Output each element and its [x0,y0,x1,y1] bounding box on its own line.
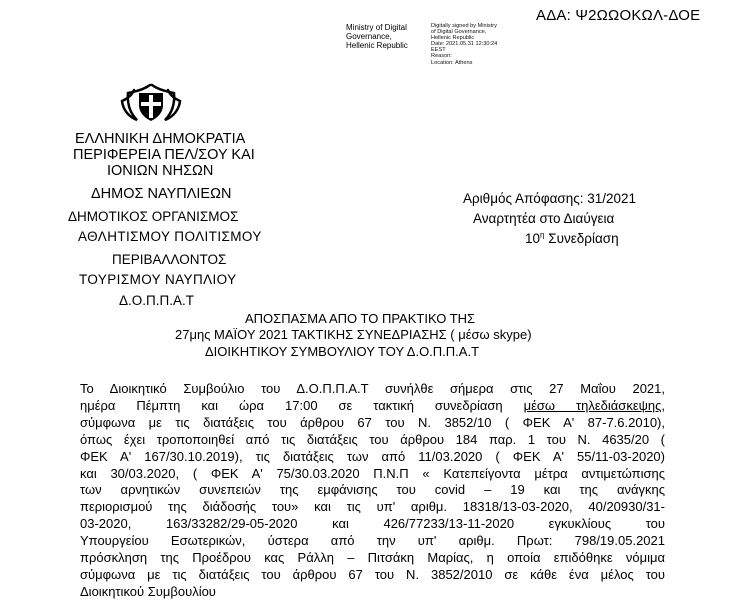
body-line: πρόσκληση της Προέδρου κας Ράλλη – Πιτσάκη Μαρίας, η οποία επιδόθηκε νόμιμα [80,550,665,566]
header-line: ΑΘΛΗΤΙΣΜΟΥ ΠΟΛΙΤΙΣΜΟΥ [78,229,262,244]
signature-detail-line: Reason: [431,53,452,60]
body-line: και 30/03.2020, ( ΦΕΚ Α' 75/30.03.2020 Π.Ν.Π « Κατεπείγοντα μέτρα αντιμετώπισης [80,465,665,481]
body-line: σύμφωνα με τις διατάξεις του άρθρου 67 του Ν. 3852/2010 σε κάθε ένα μέλος του [80,566,665,582]
body-line-text: ημέρα Πέμπτη και ώρα 17:00 σε τακτική συνεδρίαση [80,397,503,413]
header-line: ΔΗΜΟΣ ΝΑΥΠΛΙΕΩΝ [91,186,232,202]
signature-detail-line: Hellenic Republic [431,35,475,42]
header-line: ΠΕΡΙΦΕΡΕΙΑ ΠΕΛ/ΣΟΥ ΚΑΙ [73,147,255,163]
body-line: περιορισμού της διάδοσής του» και τις υπ' αριθμ. 18318/13-03-2020, 40/20930/31- [80,499,665,515]
header-line: ΠΕΡΙΒΑΛΛΟΝΤΟΣ [112,252,227,267]
signature-org-line: Hellenic Republic [346,41,408,50]
signature-detail-line: Location: Athens [431,59,473,66]
greek-coat-of-arms-icon [120,80,182,124]
signature-details [431,23,497,66]
session-suffix: η [540,230,545,240]
body-line [80,398,665,415]
signature-org-line: Ministry of Digital [346,23,407,32]
body-line: Υπουργείου Εσωτερικών, ύστερα από την υπ' αριθμ. Πρωτ: 798/19.05.2021 [80,533,665,549]
session-label: Συνεδρίαση [548,231,619,246]
teleconference-text: μέσω τηλεδιάσκεψης, [523,397,665,413]
signature-org [346,23,408,50]
body-line: όπως έχει τροποποιηθεί από τις διατάξεις του άρθρου 184 παρ. 1 του Ν. 4635/20 ( [80,431,665,447]
header-line: ΙΟΝΙΩΝ ΝΗΣΩΝ [107,163,214,179]
body-line: ΦΕΚ Α' 167/30.10.2019), τις διατάξεις των από 11/03.2020 ( ΦΕΚ Α' 55/11-03-2020) [80,448,665,464]
body-line: Το Διοικητικό Συμβούλιο του Δ.Ο.Π.Π.Α.Τ συνήλθε σήμερα στις 27 Μαΐου 2021, [80,381,665,396]
signature-org-line: Governance, [346,32,392,41]
title-line: ΔΙΟΙΚΗΤΙΚΟΥ ΣΥΜΒΟΥΛΙΟΥ ΤΟΥ Δ.Ο.Π.Π.Α.Τ [205,344,480,359]
signature-detail-line: Digitally signed by Ministry [431,23,497,29]
body-line: των αρνητικών συνεπειών της εμφάνισης του covid – 19 και της ανάγκης [80,482,665,498]
header-line: ΕΛΛΗΝΙΚΗ ΔΗΜΟΚΡΑΤΙΑ [75,131,246,147]
signature-detail-line: EEST [431,47,446,54]
session-info [525,231,619,246]
header-line: ΤΟΥΡΙΣΜΟΥ ΝΑΥΠΛΙΟΥ [79,272,237,287]
header-line: Δ.Ο.Π.Π.Α.Τ [119,293,195,308]
signature-detail-line: of Digital Governance, [431,29,487,36]
posted-label: Αναρτητέα στο Διαύγεια [473,211,615,226]
body-line: σύμφωνα με τις διατάξεις του άρθρου 67 του Ν. 3852/10 ( ΦΕΚ Α' 87-7.6.2010), [80,414,665,430]
title-line: ΑΠΟΣΠΑΣΜΑ ΑΠΟ ΤΟ ΠΡΑΚΤΙΚΟ ΤΗΣ [245,311,476,326]
header-line: ΔΗΜΟΤΙΚΟΣ ΟΡΓΑΝΙΣΜΟΣ [68,209,239,224]
body-line: 03-2020, 163/33282/29-05-2020 και 426/77233/13-11-2020 εγκυκλίους του [80,516,665,532]
signature-detail-line: Date: 2021.05.31 12:30:24 [431,41,498,48]
ada-code: ΑΔΑ: Ψ2ΩΩΟΚΩΛ-ΔΟΕ [536,7,701,24]
decision-number: Αριθμός Απόφασης: 31/2021 [463,191,637,206]
body-line: Διοικητικού Συμβουλίου [80,583,216,599]
body-paragraph [80,381,665,601]
session-number: 10 [525,231,541,246]
title-line: 27μης ΜΑΪΟΥ 2021 ΤΑΚΤΙΚΗΣ ΣΥΝΕΔΡΙΑΣΗΣ ( μέσω skype) [175,327,532,342]
